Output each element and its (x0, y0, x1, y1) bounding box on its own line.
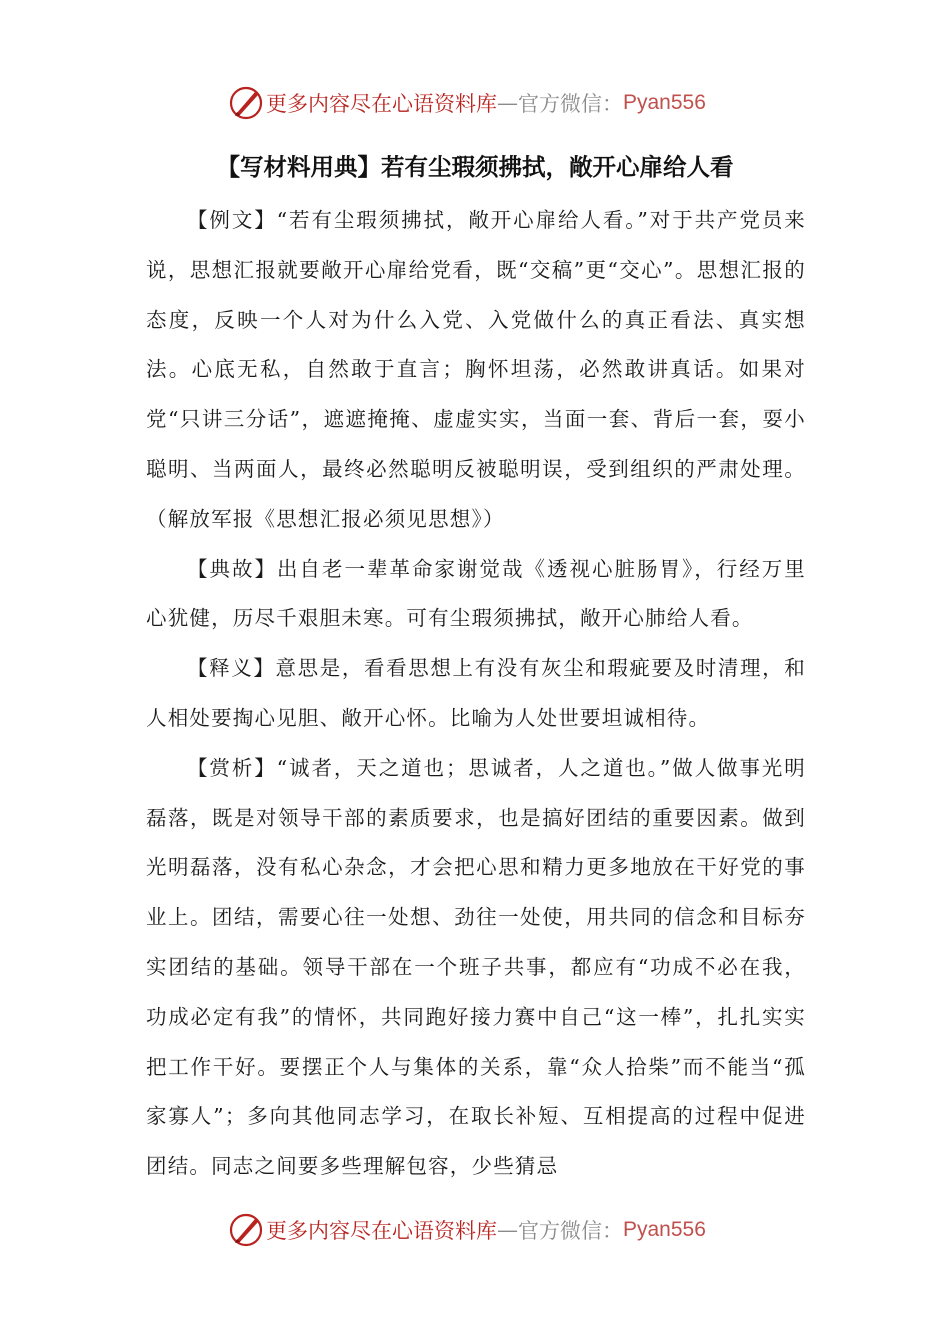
watermark-wechat-label: 官方微信： (518, 92, 623, 116)
watermark-site-text: 更多内容尽在心语资料库 (266, 1219, 497, 1243)
watermark-wechat-label: 官方微信： (518, 1219, 623, 1243)
paragraph-allusion: 【典故】出自老一辈革命家谢觉哉《透视心脏肠胃》，行经万里心犹健，历尽千艰胆未寒。可有尘瑕须拂拭，敞开心肺给人看。 (146, 556, 806, 631)
watermark-site-text: 更多内容尽在心语资料库 (266, 92, 497, 116)
paragraph-appreciation: 【赏析】“诚者，天之道也；思诚者，人之道也。”做人做事光明磊落，既是对领导干部的素质要求，也是搞好团结的重要因素。做到光明磊落，没有私心杂念，才会把心思和精力更多地放在干好党的事业上。团结，需要心往一处想、劲往一处使，用共同的信念和目标夯实团结的基础。领导干部在一个班子共事，都应有“功成不必在我，功成必定有我”的情怀，共同跑好接力赛中自己“这一棒”，扎扎实实把工作干好。要摆正个人与集体的关系，靠“众人拾柴”而不能当“孤家寡人”；多向其他同志学习，在取长补短、互相提高的过程中促进团结。同志之间要多些理解包容，少些猜忌 (146, 755, 806, 1179)
pen-circle-logo-icon (228, 85, 264, 121)
header-watermark (228, 83, 706, 123)
watermark-separator: — (497, 1218, 518, 1242)
watermark-wechat-account: Pyan556 (623, 91, 706, 114)
watermark-separator: — (497, 91, 518, 115)
document-title: 【写材料用典】若有尘瑕须拂拭，敞开心扉给人看 (216, 153, 734, 181)
paragraph-example: 【例文】“若有尘瑕须拂拭，敞开心扉给人看。”对于共产党员来说，思想汇报就要敞开心扉给党看，既“交稿”更“交心”。思想汇报的态度，反映一个人对为什么入党、入党做什么的真正看法、真实想法。心底无私，自然敢于直言；胸怀坦荡，必然敢讲真话。如果对党“只讲三分话”，遮遮掩掩、虚虚实实，当面一套、背后一套，耍小聪明、当两面人，最终必然聪明反被聪明误，受到组织的严肃处理。（解放军报《思想汇报必须见思想》） (146, 208, 806, 531)
paragraph-explanation: 【释义】意思是，看看思想上有没有灰尘和瑕疵要及时清理，和人相处要掏心见胆、敞开心怀。比喻为人处世要坦诚相待。 (146, 656, 806, 730)
document-body (146, 196, 806, 1192)
watermark-wechat-account: Pyan556 (623, 1218, 706, 1241)
pen-circle-logo-icon (228, 1212, 264, 1248)
footer-watermark (228, 1210, 706, 1250)
